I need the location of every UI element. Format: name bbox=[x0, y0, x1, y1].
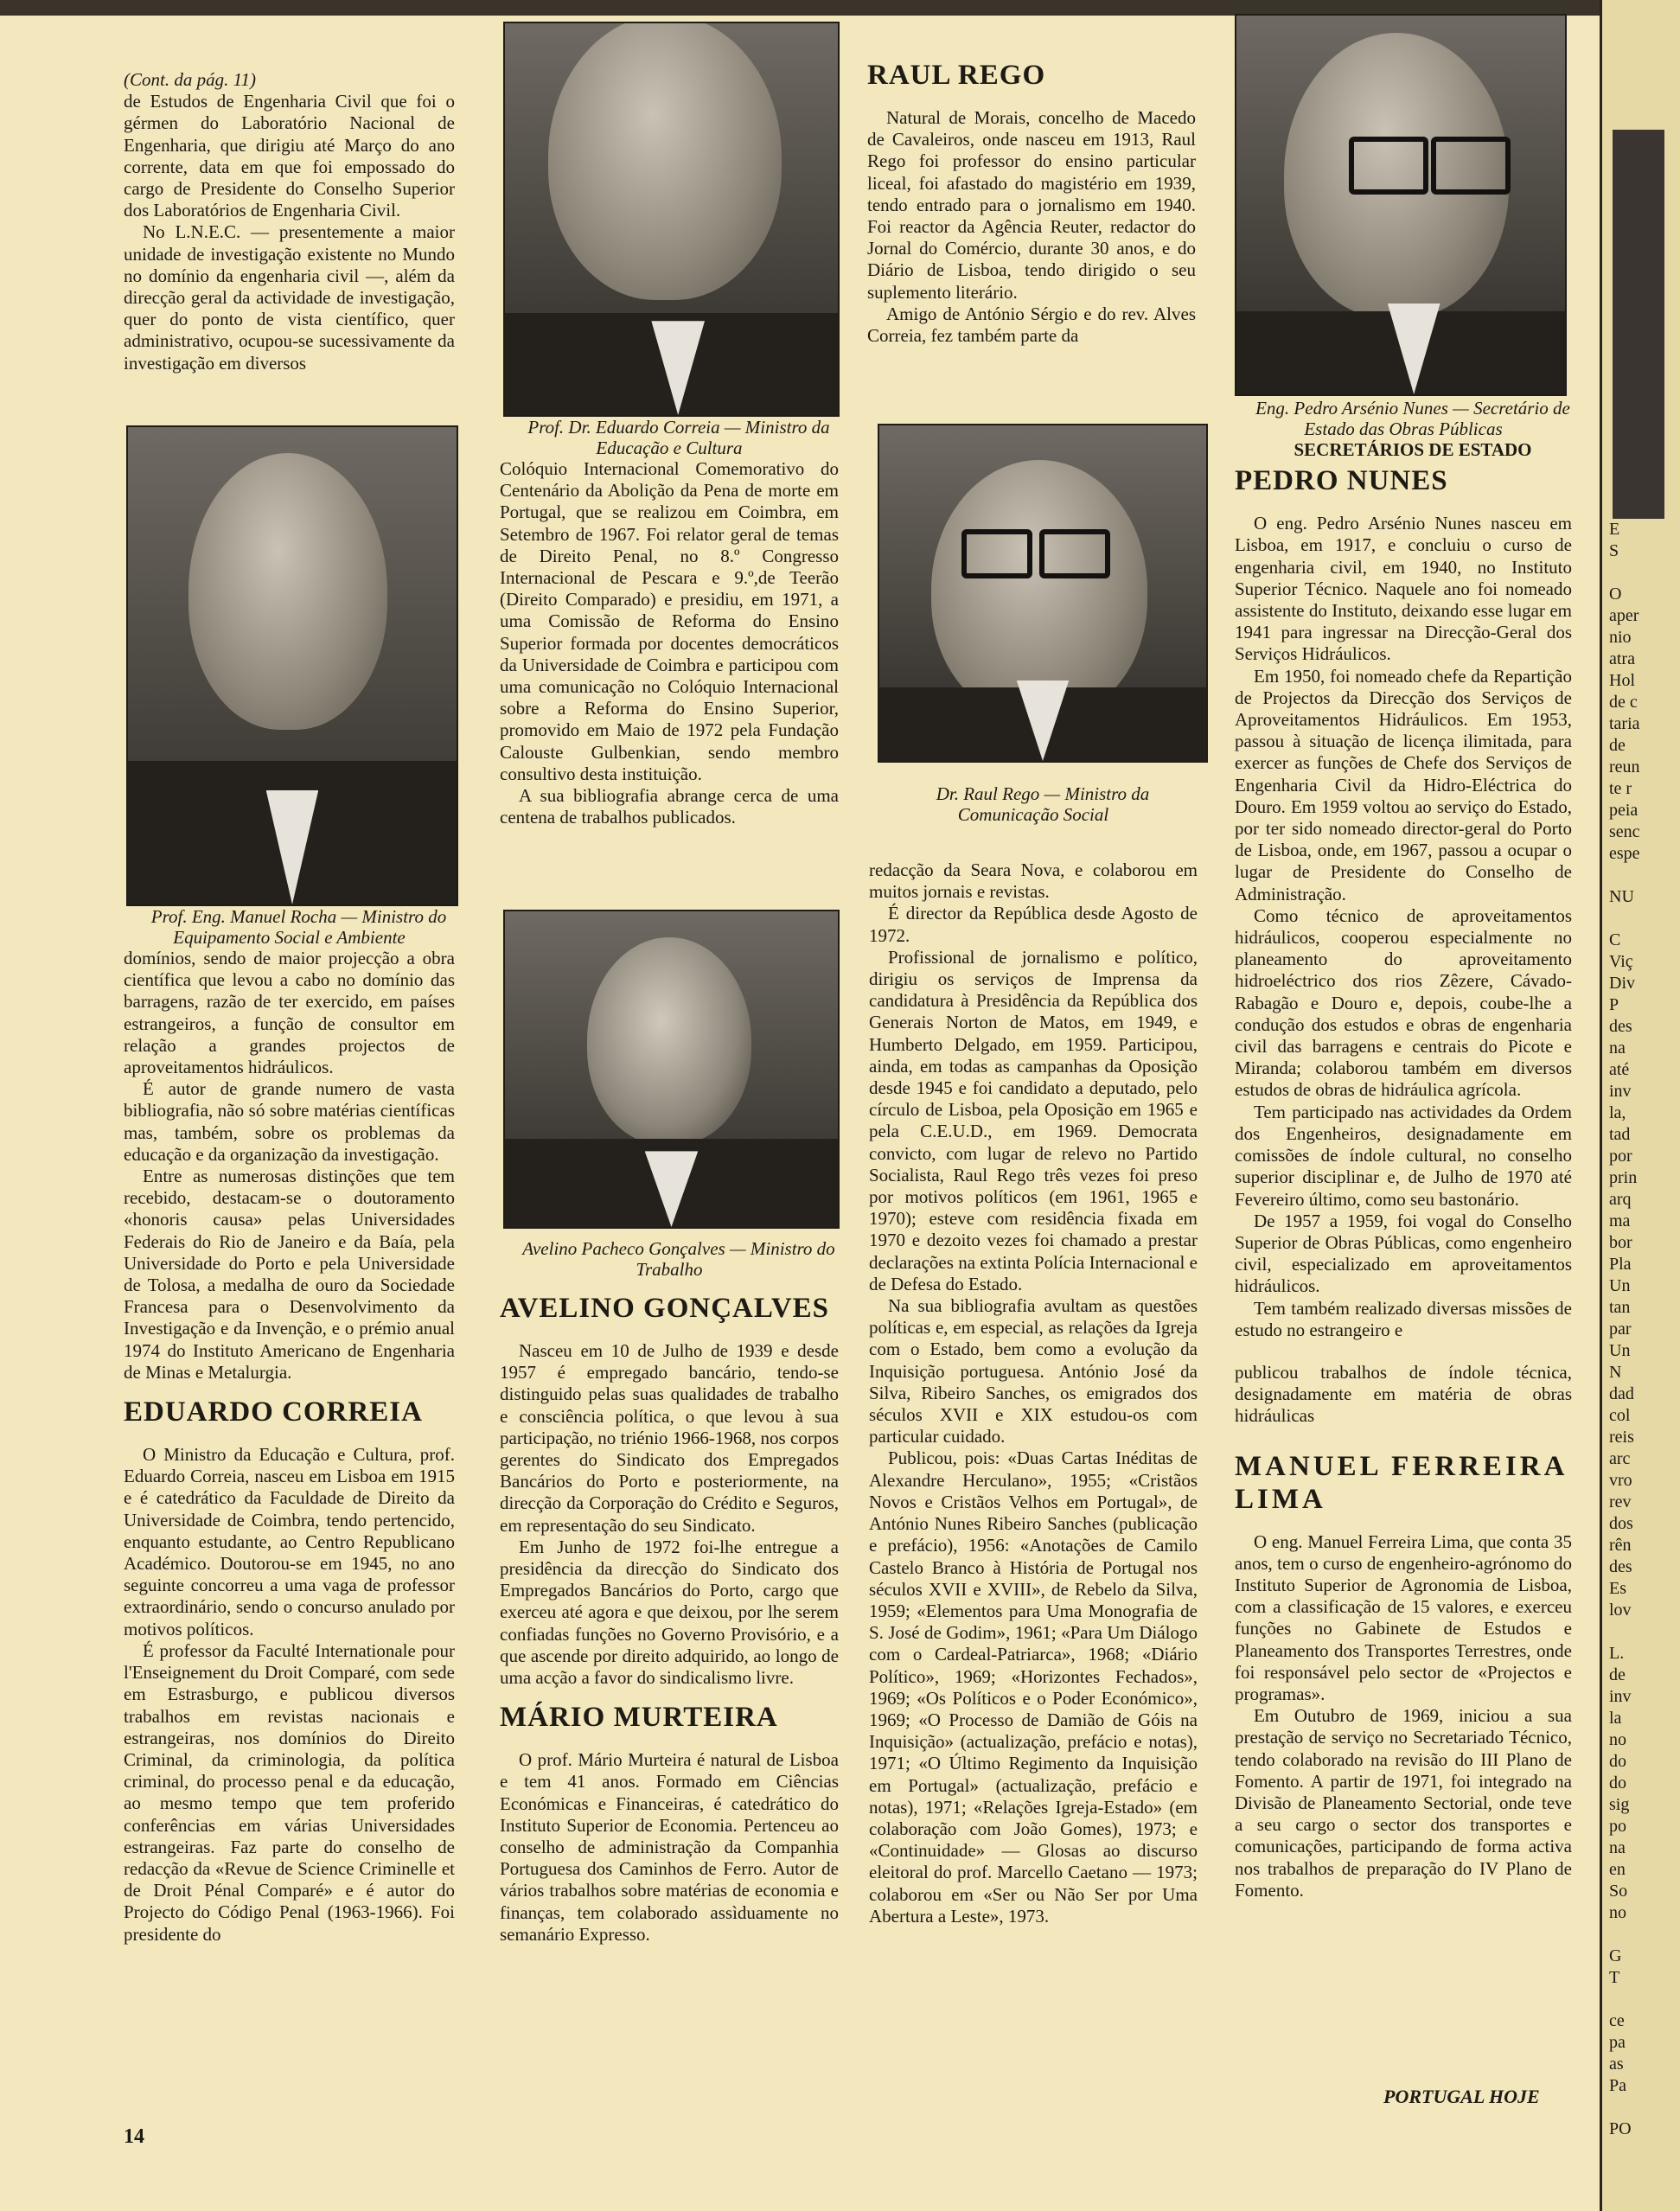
column-4 bbox=[1235, 398, 1572, 1901]
edge-line: dos bbox=[1609, 1514, 1633, 1533]
edge-line: T bbox=[1609, 1968, 1620, 1987]
edge-line: la, bbox=[1609, 1103, 1626, 1122]
caption-manuel-rocha: Prof. Eng. Manuel Rocha — Ministro do Equipamento Social e Ambiente bbox=[150, 906, 447, 948]
next-page-text-fragments bbox=[1609, 519, 1678, 2140]
column-1 bbox=[124, 69, 455, 374]
edge-line: espe bbox=[1609, 844, 1640, 863]
paragraph: O eng. Manuel Ferreira Lima, que conta 35 anos, tem o curso de engenheiro-agrónomo do Instituto Superior de Agronomia de Lisboa, com a classificação de 15 valores, e exerceu funções no Gabinete de Estudos e Planeamento dos Transportes Terrestres, onde foi responsável pelo sector de «Projectos e programas». bbox=[1235, 1530, 1572, 1704]
edge-line: en bbox=[1609, 1860, 1626, 1879]
edge-line: reun bbox=[1609, 757, 1640, 776]
edge-line bbox=[1609, 1989, 1678, 2010]
edge-line: G bbox=[1609, 1946, 1622, 1965]
caption-pedro-nunes: Eng. Pedro Arsénio Nunes — Secretário de Estado das Obras Públicas bbox=[1255, 398, 1570, 439]
paragraph: Natural de Morais, concelho de Macedo de Cavaleiros, onde nasceu em 1913, Raul Rego foi professor do ensino particular liceal, foi afastado do magistério em 1939, tendo entrado para o jornalismo em 1940. Foi reactor da Agência Reuter, redactor do Jornal do Comércio, durante 30 anos, e do Diário de Lisboa, tendo dirigido o seu suplemento literário. bbox=[867, 107, 1196, 303]
edge-line: tan bbox=[1609, 1298, 1631, 1317]
caption-avelino-goncalves: Avelino Pacheco Gonçalves — Ministro do Trabalho bbox=[522, 1238, 835, 1280]
edge-line: no bbox=[1609, 1730, 1626, 1749]
page-number: 14 bbox=[124, 2125, 144, 2148]
paragraph: A sua bibliografia abrange cerca de uma centena de trabalhos publicados. bbox=[500, 785, 839, 828]
edge-line: des bbox=[1609, 1557, 1632, 1576]
edge-line: vro bbox=[1609, 1471, 1632, 1490]
paragraph: de Estudos de Engenharia Civil que foi o gérmen do Laboratório Nacional de Engenharia, que dirigiu até Março do ano corrente, data em que foi empossado do cargo de Presidente do Conselho Superior dos Laboratórios de Engenharia Civil. bbox=[124, 91, 455, 221]
paragraph: Tem participado nas actividades da Ordem dos Engenheiros, designadamente em comissões de índole cultural, no conselho superior disciplinar e, de Julho de 1970 até Fevereiro último, como seu bastonário. bbox=[1235, 1101, 1572, 1210]
column-1-lower bbox=[124, 906, 455, 1946]
edge-line: no bbox=[1609, 1903, 1626, 1922]
paragraph: Amigo de António Sérgio e do rev. Alves Correia, fez também parte da bbox=[867, 303, 1196, 347]
edge-line: lov bbox=[1609, 1601, 1632, 1620]
edge-line: Un bbox=[1609, 1276, 1631, 1295]
edge-line: por bbox=[1609, 1147, 1632, 1166]
paragraph: O eng. Pedro Arsénio Nunes nasceu em Lisboa, em 1917, e concluiu o curso de engenharia civil, em 1940, no Instituto Superior Técnico. Naquele ano foi nomeado assistente do Instituto, deixando esse lugar em 1941 para ingressar na Direcção-Geral dos Serviços Hidráulicos. bbox=[1235, 513, 1572, 665]
paragraph: É professor da Faculté Internationale pour l'Enseignement du Droit Comparé, com sede em Estrasburgo, e publicou diversos trabalhos em revistas nacionais e estrangeiras, nos domínios do Direito Criminal, da criminologia, da política criminal, do processo penal e da educação, ao mesmo tempo que tem proferido conferências em várias Universidades estrangeiras. Faz parte do conselho de redacção da «Revue de Science Criminelle et de Droit Pénal Comparé» e é autor do Projecto do Código Penal (1963-1966). Foi presidente do bbox=[124, 1639, 455, 1945]
heading-avelino-goncalves: AVELINO GONÇALVES bbox=[500, 1293, 830, 1324]
edge-line: par bbox=[1609, 1320, 1632, 1339]
portrait-pedro-nunes bbox=[1235, 14, 1567, 396]
edge-line: inv bbox=[1609, 1687, 1632, 1706]
paragraph: publicou trabalhos de índole técnica, designadamente em matéria de obras hidráulicas bbox=[1235, 1361, 1572, 1427]
edge-line: dad bbox=[1609, 1384, 1634, 1403]
edge-line: Hol bbox=[1609, 671, 1635, 690]
edge-line: nio bbox=[1609, 628, 1632, 647]
paragraph: Profissional de jornalismo e político, dirigiu os serviços de Imprensa da candidatura à Presidência da República dos Generais Norton de Matos, em 1949, e Humberto Delgado, em 1959. Participou, ainda, em todas as campanhas da Oposição desde 1945 e foi candidato a deputado, pelo círculo de Lisboa, pela Oposição em 1965 e pela C.E.U.D., em 1969. Democrata convicto, com lugar de relevo no Partido Socialista, Raul Rego três vezes foi preso por motivos políticos (em 1961, 1965 e 1970); esteve com residência fixada em 1970 e dezoito vezes foi chamado a prestar declarações na extinta Polícia Internacional e de Defesa do Estado. bbox=[869, 946, 1198, 1294]
next-page-photo-fragment bbox=[1613, 130, 1664, 519]
edge-line: col bbox=[1609, 1406, 1631, 1425]
heading-eduardo-correia: EDUARDO CORREIA bbox=[124, 1396, 423, 1428]
edge-line: Pa bbox=[1609, 2076, 1626, 2095]
edge-line: C bbox=[1609, 930, 1621, 949]
edge-line: NU bbox=[1609, 887, 1634, 906]
paragraph: Como técnico de aproveitamentos hidráulicos, cooperou especialmente no planeamento do aproveitamento hidroeléctrico dos rios Zêzere, Cávado-Rabagão e Douro e, depois, coube-lhe a condução dos estudos e obras de engenharia civil das barragens e centrais do Picote e Miranda; colaborou também em diversos estudos de obras de hidráulica agrícola. bbox=[1235, 904, 1572, 1101]
edge-line: na bbox=[1609, 1038, 1626, 1058]
edge-line: tad bbox=[1609, 1125, 1631, 1144]
edge-line: arq bbox=[1609, 1190, 1632, 1209]
edge-line: S bbox=[1609, 541, 1619, 560]
column-2 bbox=[500, 417, 839, 828]
edge-line: na bbox=[1609, 1838, 1626, 1857]
edge-line bbox=[1609, 2097, 1678, 2118]
paragraph: Tem também realizado diversas missões de estudo no estrangeiro e bbox=[1235, 1297, 1572, 1340]
edge-line: peia bbox=[1609, 801, 1638, 820]
edge-line: So bbox=[1609, 1882, 1628, 1901]
edge-line: do bbox=[1609, 1752, 1626, 1771]
edge-line: reis bbox=[1609, 1428, 1634, 1447]
edge-line: as bbox=[1609, 2054, 1624, 2074]
edge-line: taria bbox=[1609, 714, 1640, 733]
portrait-avelino-goncalves bbox=[503, 910, 840, 1229]
edge-line: te r bbox=[1609, 779, 1632, 798]
column-2-lower bbox=[500, 1238, 839, 1946]
edge-line: bor bbox=[1609, 1233, 1632, 1252]
paragraph: É director da República desde Agosto de 1972. bbox=[869, 903, 1198, 946]
paragraph: O Ministro da Educação e Cultura, prof. Eduardo Correia, nasceu em Lisboa em 1915 e é catedrático da Faculdade de Direito da Universidade de Coimbra, tendo pertencido, enquanto estudante, ao Centro Republicano Académico. Doutorou-se em 1945, no ano seguinte concorreu a uma vaga de professor extraordinário, sendo o concurso anulado por motivos políticos. bbox=[124, 1444, 455, 1639]
edge-line: Viç bbox=[1609, 952, 1633, 971]
edge-line: até bbox=[1609, 1060, 1630, 1079]
edge-line: senc bbox=[1609, 822, 1640, 841]
edge-line: E bbox=[1609, 520, 1620, 539]
paragraph: De 1957 a 1959, foi vogal do Conselho Superior de Obras Públicas, como engenheiro civil, especializado em aproveitamentos hidráulicos. bbox=[1235, 1210, 1572, 1297]
edge-line: inv bbox=[1609, 1082, 1632, 1101]
column-3 bbox=[867, 59, 1196, 347]
paragraph: Publicou, pois: «Duas Cartas Inéditas de Alexandre Herculano», 1955; «Cristãos Novos e Cristãos Velhos em Portugal», de António Nunes Ribeiro Sanches (publicação e prefácio), 1956: «Anotações de Camilo Castelo Branco à História de Portugal nos séculos XVII e XVIII», de Rebelo da Silva, 1959; «Elementos para Uma Monografia de S. José de Godim», 1961; «Para Um Diálogo com o Cardeal-Patriarca», 1968; «Diário Político», 1969; «Horizontes Fechados», 1969; «Os Políticos e o Poder Económico», 1969; «O Processo de Damião de Góis na Inquisição» (actualização, prefácio e notas), 1971; «O Último Regimento da Inquisição em Portugal» (actualização, prefácio e notas), 1971; «Relações Igreja-Estado» (em colaboração com João Gomes), 1973; e «Continuidade» — Glosas ao discurso eleitoral do prof. Marcello Caetano — 1973; colaborou em «Ser ou Não Ser por Uma Abertura a Leste», 1973. bbox=[869, 1447, 1198, 1927]
paragraph: Em Junho de 1972 foi-lhe entregue a presidência da direcção do Sindicato dos Empregados Bancários do Porto, cargo que exerceu até agora e que deixou, por lhe serem confiadas funções no Governo Provisório, e a que ascende por direito adquirido, ao longo de uma acção a favor do sindicalismo livre. bbox=[500, 1536, 839, 1689]
paragraph: Colóquio Internacional Comemorativo do Centenário da Abolição da Pena de morte em Portugal, que se realizou em Coimbra, em Setembro de 1967. Foi relator geral de temas de Direito Penal, no 8.º Congresso Internacional de Pescara e 9.º,de Teerão (Direito Comparado) e presidiu, em 1971, a uma Comissão de Reforma do Ensino Superior formada por docentes democráticos da Universidade de Coimbra e participou com uma comunicação no Colóquio Internacional sobre a Reforma do Ensino Superior, promovido em Maio de 1972 pela Fundação Calouste Gulbenkian, sendo membro consultivo desta instituição. bbox=[500, 458, 839, 784]
edge-line: aper bbox=[1609, 606, 1639, 625]
portrait-manuel-rocha bbox=[126, 425, 458, 906]
edge-line: rev bbox=[1609, 1492, 1632, 1511]
edge-line: N bbox=[1609, 1363, 1622, 1382]
paragraph: É autor de grande numero de vasta bibliografia, não só sobre matérias científicas mas, também, sobre os problemas da educação e da organização da investigação. bbox=[124, 1078, 455, 1165]
edge-line bbox=[1609, 562, 1678, 584]
edge-line: atra bbox=[1609, 649, 1635, 668]
paragraph: Nasceu em 10 de Julho de 1939 e desde 1957 é empregado bancário, tendo-se distinguido pelas suas qualidades de trabalho e consciência política, o que levou à sua participação, no triénio 1966-1968, nos corpos gerentes do Sindicato dos Empregados Bancários do Porto e posteriormente, na direcção da Corporação do Crédito e Seguros, em representação do seu Sindicato. bbox=[500, 1340, 839, 1536]
edge-line: la bbox=[1609, 1709, 1622, 1728]
heading-manuel-ferreira-lima: MANUEL FERREIRA LIMA bbox=[1235, 1450, 1567, 1515]
edge-line: arc bbox=[1609, 1449, 1631, 1468]
edge-line: sig bbox=[1609, 1795, 1630, 1814]
heading-pedro-nunes: PEDRO NUNES bbox=[1235, 465, 1448, 497]
edge-line: Un bbox=[1609, 1341, 1631, 1360]
edge-line bbox=[1609, 908, 1678, 930]
edge-line: Es bbox=[1609, 1579, 1626, 1598]
heading-raul-rego: RAUL REGO bbox=[867, 60, 1046, 91]
portrait-raul-rego bbox=[878, 424, 1208, 763]
edge-line: P bbox=[1609, 995, 1619, 1014]
publication-name: PORTUGAL HOJE bbox=[1383, 2086, 1540, 2107]
next-page-edge bbox=[1600, 0, 1680, 2211]
edge-line: de c bbox=[1609, 693, 1638, 712]
edge-line: ma bbox=[1609, 1211, 1631, 1230]
section-label: SECRETÁRIOS DE ESTADO bbox=[1294, 439, 1532, 460]
edge-line: de bbox=[1609, 1665, 1626, 1684]
paragraph: Em Outubro de 1969, iniciou a sua prestação de serviço no Secretariado Técnico, tendo colaborado na revisão do III Plano de Fomento. A partir de 1971, foi integrado na Divisão de Planeamento Sectorial, onde teve a seu cargo o sector dos transportes e comunicações, participando de forma activa nos trabalhos de preparação do IV Plano de Fomento. bbox=[1235, 1705, 1572, 1901]
continuation-note: (Cont. da pág. 11) bbox=[124, 69, 257, 90]
edge-line: po bbox=[1609, 1817, 1626, 1836]
portrait-eduardo-correia bbox=[503, 22, 840, 417]
edge-line: des bbox=[1609, 1017, 1632, 1036]
edge-line: O bbox=[1609, 585, 1622, 604]
edge-line: ce bbox=[1609, 2011, 1625, 2030]
edge-line: de bbox=[1609, 736, 1626, 755]
edge-line: Div bbox=[1609, 974, 1635, 993]
edge-line: Pla bbox=[1609, 1255, 1632, 1274]
edge-line bbox=[1609, 1924, 1678, 1946]
edge-line: rên bbox=[1609, 1536, 1632, 1555]
edge-line: PO bbox=[1609, 2119, 1632, 2138]
caption-raul-rego: Dr. Raul Rego — Ministro da Comunicação Social bbox=[936, 783, 1150, 825]
edge-line: do bbox=[1609, 1773, 1626, 1792]
heading-mario-murteira: MÁRIO MURTEIRA bbox=[500, 1702, 778, 1734]
edge-line: L. bbox=[1609, 1644, 1625, 1663]
paragraph: domínios, sendo de maior projecção a obra científica que levou a cabo no domínio das barragens, razão de ter exercido, em países estrangeiros, a função de consultor em relação a grandes projectos de aproveitamentos hidráulicos. bbox=[124, 948, 455, 1078]
column-3-lower bbox=[869, 783, 1198, 1927]
paragraph: Na sua bibliografia avultam as questões políticas e, em especial, as relações da Igreja com o Estado, bem como a evolução da Inquisição portuguesa. António José da Silva, Ribeiro Sanches, os emigrados dos séculos XVII e XIX estudou-os com particular cuidado. bbox=[869, 1295, 1198, 1447]
paragraph: Entre as numerosas distinções que tem recebido, destacam-se o doutoramento «honoris causa» pelas Universidades Federais do Rio de Janeiro e da Baía, pela Universidade do Porto e pela Universidade de Tolosa, a medalha de ouro da Sociedade Francesa para o Desenvolvimento da Investigação e da Invenção, e o prémio anual 1974 do Instituto Americano de Engenharia de Minas e Metalurgia. bbox=[124, 1166, 455, 1383]
paragraph: Em 1950, foi nomeado chefe da Repartição de Projectos da Direcção dos Serviços de Aproveitamentos Hidráulicos. Em 1953, passou à situação de licença ilimitada, para exercer as funções de Chefe dos Serviços de Engenharia Civil da Hidro-Eléctrica do Douro. Em 1959 voltou ao serviço do Estado, por ter sido nomeado director-geral do Porto de Lisboa, onde, em 1967, passou a ocupar o lugar de Presidente do Conselho de Administração. bbox=[1235, 665, 1572, 904]
edge-line: pa bbox=[1609, 2033, 1626, 2052]
edge-line bbox=[1609, 865, 1678, 886]
paragraph: O prof. Mário Murteira é natural de Lisboa e tem 41 anos. Formado em Ciências Económicas e Financeiras, é catedrático do Instituto Superior de Economia. Pertenceu ao conselho de administração da Companhia Portuguesa dos Caminhos de Ferro. Autor de vários trabalhos sobre matérias de economia e finanças, tem colaborado assìduamente no semanário Expresso. bbox=[500, 1749, 839, 1945]
paragraph: redacção da Seara Nova, e colaborou em muitos jornais e revistas. bbox=[869, 859, 1198, 903]
paragraph: No L.N.E.C. — presentemente a maior unidade de investigação existente no Mundo no domínio da engenharia civil —, além da direcção geral da actividade de investigação, quer do ponto de vista científico, quer administrativo, ocupou-se sucessivamente da investigação em diversos bbox=[124, 221, 455, 374]
caption-eduardo-correia: Prof. Dr. Eduardo Correia — Ministro da Educação e Cultura bbox=[527, 417, 830, 458]
edge-line bbox=[1609, 1621, 1678, 1643]
edge-line: prin bbox=[1609, 1168, 1638, 1187]
